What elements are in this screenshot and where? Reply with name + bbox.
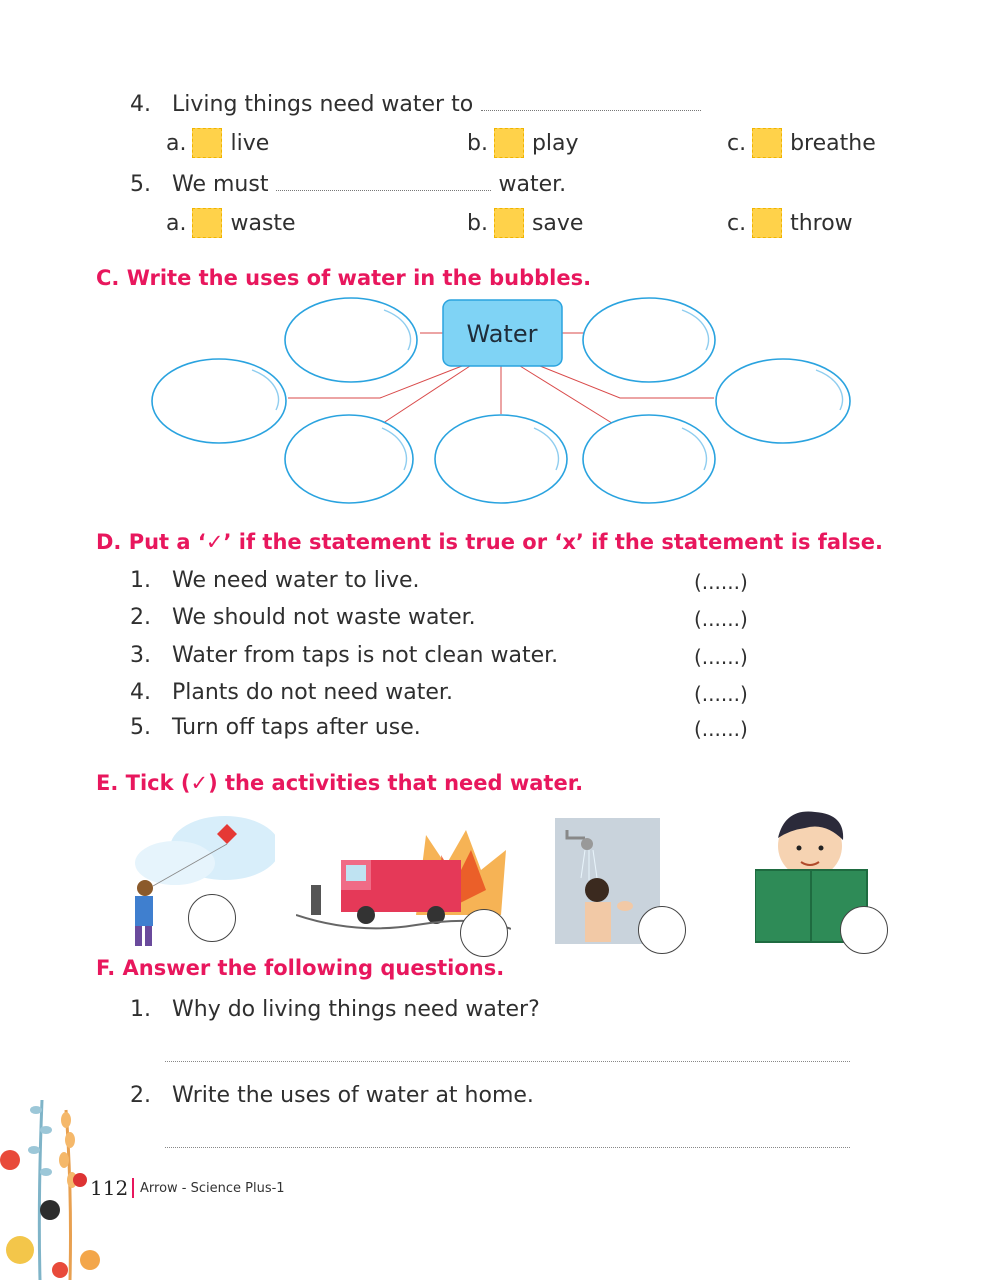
question-text: Why do living things need water? xyxy=(172,997,540,1022)
question-text: Write the uses of water at home. xyxy=(172,1083,534,1108)
tf-item-2 xyxy=(130,605,476,630)
bubble-5[interactable] xyxy=(285,415,413,503)
mcq-stem: Living things need water to xyxy=(172,92,474,117)
question-1 xyxy=(130,997,540,1022)
item-number: 1. xyxy=(130,568,151,593)
option-text: save xyxy=(531,210,584,236)
item-text: We should not waste water. xyxy=(172,605,476,630)
option-text: throw xyxy=(790,210,853,236)
answer-line-2[interactable] xyxy=(165,1147,850,1148)
tick-circle-3[interactable] xyxy=(638,906,686,954)
tf-blank-2[interactable]: (......) xyxy=(694,607,748,631)
option-text: waste xyxy=(230,210,296,236)
item-number: 2. xyxy=(130,605,151,630)
item-text: Plants do not need water. xyxy=(172,680,453,705)
option-letter: b. xyxy=(467,130,488,156)
item-number: 3. xyxy=(130,643,151,668)
bubble-2[interactable] xyxy=(583,298,715,382)
bubble-6[interactable] xyxy=(435,415,567,503)
item-number: 5. xyxy=(130,715,151,740)
option-text: live xyxy=(230,130,270,156)
option-letter: b. xyxy=(467,210,488,236)
mcq-number: 5. xyxy=(130,172,151,197)
tf-blank-5[interactable]: (......) xyxy=(694,717,748,741)
item-text: Turn off taps after use. xyxy=(172,715,421,740)
mcq-stem-before: We must xyxy=(172,172,269,197)
tick-circle-2[interactable] xyxy=(460,909,508,957)
section-f-heading: F. Answer the following questions. xyxy=(96,956,505,980)
answer-line-1[interactable] xyxy=(165,1061,850,1062)
tf-blank-4[interactable]: (......) xyxy=(694,682,748,706)
tick-circle-4[interactable] xyxy=(840,906,888,954)
water-bubble-diagram xyxy=(0,0,1002,520)
option-text: breathe xyxy=(790,130,876,156)
question-number: 1. xyxy=(130,997,151,1022)
item-number: 4. xyxy=(130,680,151,705)
mcq-stem-after: water. xyxy=(498,172,567,197)
section-e-heading: E. Tick (✓) the activities that need water. xyxy=(96,771,584,795)
mcq-number: 4. xyxy=(130,92,151,117)
section-c-heading: C. Write the uses of water in the bubbles. xyxy=(96,266,592,290)
item-text: Water from taps is not clean water. xyxy=(172,643,559,668)
option-text: play xyxy=(531,130,579,156)
tf-item-3 xyxy=(130,643,558,668)
tf-item-1 xyxy=(130,568,420,593)
bubble-4[interactable] xyxy=(716,359,850,443)
footer-divider xyxy=(132,1178,134,1198)
page-number: 112 xyxy=(90,1176,129,1200)
question-2 xyxy=(130,1083,534,1108)
question-number: 2. xyxy=(130,1083,151,1108)
bubble-7[interactable] xyxy=(583,415,715,503)
book-title: Arrow - Science Plus-1 xyxy=(140,1181,285,1196)
option-letter: a. xyxy=(166,130,187,156)
tf-item-4 xyxy=(130,680,453,705)
tf-blank-1[interactable]: (......) xyxy=(694,570,748,594)
option-letter: a. xyxy=(166,210,187,236)
option-letter: c. xyxy=(727,210,747,236)
tf-item-5 xyxy=(130,715,421,740)
tf-blank-3[interactable]: (......) xyxy=(694,645,748,669)
section-d-heading: D. Put a ‘✓’ if the statement is true or ‘x’ if the statement is false. xyxy=(96,530,884,554)
option-letter: c. xyxy=(727,130,747,156)
bubble-3[interactable] xyxy=(152,359,286,443)
water-center-label: Water xyxy=(466,320,538,348)
tick-circle-1[interactable] xyxy=(188,894,236,942)
item-text: We need water to live. xyxy=(172,568,420,593)
bubble-1[interactable] xyxy=(285,298,417,382)
